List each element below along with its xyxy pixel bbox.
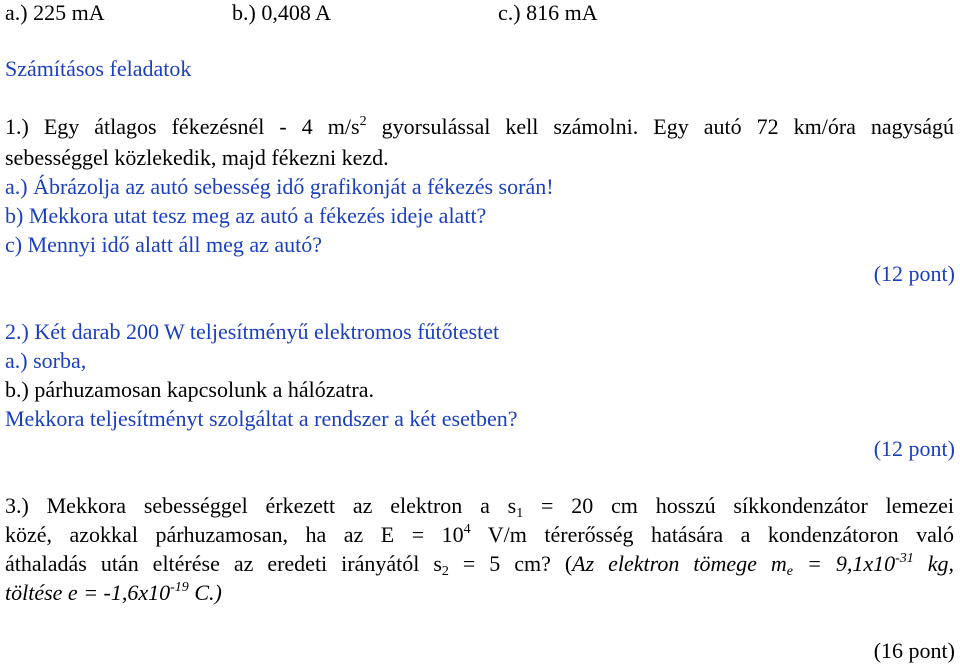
p3-l3-italic-sub: e [786,564,794,579]
problem-1-part-b: b) Mekkora utat tesz meg az autó a fékezés ideje alatt? [5,203,487,228]
problem-1-part-c: c) Mennyi idő alatt áll meg az autó? [5,232,323,257]
p3-l2-a: közé, azokkal párhuzamosan, ha az E = 10 [5,522,464,547]
p3-l3-a: áthaladás után eltérése az eredeti irányától s [5,551,442,576]
problem-1-points: (12 pont) [873,261,955,286]
answer-a: a.) 225 mA [5,0,105,25]
answer-b: b.) 0,408 A [232,0,331,25]
problem-2-part-a: a.) sorba, [5,348,87,373]
p3-l1-a: 3.) Mekkora sebességgel érkezett az elektron a s [5,493,517,518]
p1-text-a: 1.) Egy átlagos fékezésnél - 4 m/s [5,114,360,139]
p1-text-b: gyorsulással kell számolni. Egy autó 72 km/óra nagyságú [366,114,955,139]
problem-1-line-1 [5,114,954,140]
problem-1-part-a: a.) Ábrázolja az autó sebesség idő grafikonját a fékezés során! [5,174,554,199]
p3-l3-b: = 5 cm? ( [448,551,573,576]
problem-2-line-1: 2.) Két darab 200 W teljesítményű elektromos fűtőtestet [5,319,500,344]
p3-l4-italic: töltése e = -1,6x10 [5,580,171,605]
problem-3-line-1 [5,493,954,519]
p3-l3-italic: Az elektron tömege m [572,551,787,576]
p3-l3-italic-sup: -31 [895,551,914,566]
answer-c: c.) 816 mA [498,0,598,25]
p3-l2-b: V/m térerősség hatására a kondenzátoron való [470,522,954,547]
p3-l1-b: = 20 cm hosszú síkkondenzátor lemezei [523,493,954,518]
p3-l2-sup: 4 [463,522,471,537]
problem-3-points: (16 pont) [873,638,955,663]
p3-l1-sub: 1 [516,506,524,521]
problem-3-line-3 [5,551,954,577]
p3-l3-sub: 2 [441,564,449,579]
p1-sup: 2 [359,114,367,129]
p3-l4-sup: -19 [170,580,189,595]
problem-2-question: Mekkora teljesítményt szolgáltat a rendszer a két esetben? [5,406,518,431]
problem-2-part-b: b.) párhuzamosan kapcsolunk a hálózatra. [5,377,374,402]
problem-1-line-2: sebességgel közlekedik, majd fékezni kezd. [5,145,389,170]
problem-2-points: (12 pont) [873,436,955,461]
problem-3-line-2 [5,522,954,548]
section-title: Számításos feladatok [5,56,192,81]
p3-l3-italic-3: kg, [913,551,955,576]
problem-3-line-4 [5,580,222,606]
p3-l3-italic-2: = 9,1x10 [793,551,896,576]
p3-l4-italic-2: C.) [188,580,222,605]
